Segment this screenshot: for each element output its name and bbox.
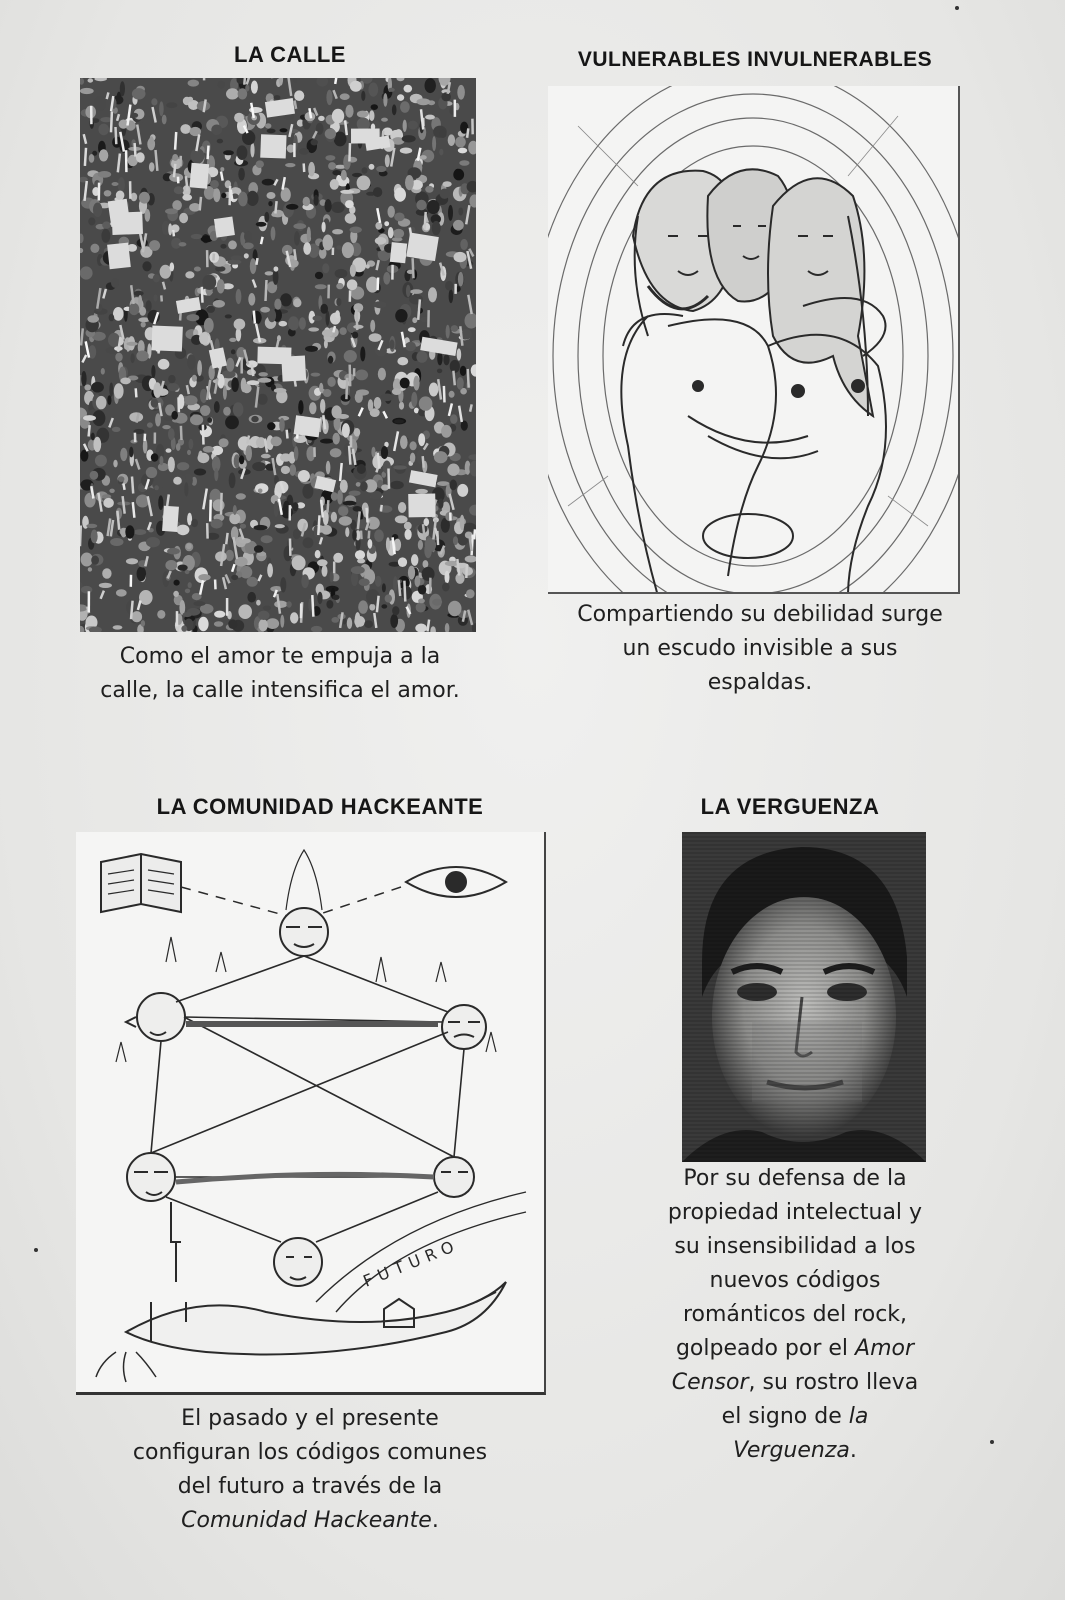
caption-text: el signo de [721, 1404, 849, 1429]
heading-vulnerables-invulnerables: VULNERABLES INVULNERABLES [577, 48, 933, 71]
hackeante-sketch [76, 832, 544, 1392]
caption-line: románticos del rock, [682, 1302, 908, 1327]
heading-comunidad-hackeante: LA COMUNIDAD HACKEANTE [156, 794, 484, 819]
caption-text: , su rostro lleva [748, 1370, 919, 1395]
caption-line: configuran los códigos comunes [132, 1440, 488, 1465]
caption-vulnerables [520, 598, 1000, 700]
caption-line: espaldas. [707, 670, 813, 695]
embrace-drawing [548, 86, 960, 594]
caption-italic: Comunidad Hackeante [181, 1508, 432, 1533]
caption-line: Como el amor te empuja a la [119, 644, 441, 669]
caption-italic: Censor [671, 1370, 749, 1395]
hackeante-drawing [76, 832, 546, 1395]
caption-line: un escudo invisible a sus [622, 636, 898, 661]
caption-line [600, 1366, 990, 1400]
caption-line: Por su defensa de la [683, 1166, 907, 1191]
portrait-drawing [682, 832, 926, 1162]
caption-text: golpeado por el [675, 1336, 856, 1361]
caption-italic: Verguenza [733, 1438, 850, 1463]
crowd-photo [80, 78, 476, 632]
crowd-photo-drawing [80, 78, 476, 632]
caption-line [60, 1504, 560, 1538]
heading-la-calle: LA CALLE [234, 42, 346, 67]
caption-line [600, 1400, 990, 1434]
caption-line: El pasado y el presente [181, 1406, 439, 1431]
caption-line [600, 1434, 990, 1468]
embrace-sketch [548, 86, 958, 592]
futuro-label: FUTURO [360, 1234, 463, 1291]
caption-line: calle, la calle intensifica el amor. [100, 678, 460, 703]
paper-speck [990, 1440, 994, 1444]
caption-line: propiedad intelectual y [667, 1200, 923, 1225]
caption-text: . [849, 1438, 857, 1463]
heading-la-verguenza: LA VERGUENZA [700, 794, 880, 819]
caption-verguenza [600, 1162, 990, 1468]
caption-line: Compartiendo su debilidad surge [577, 602, 943, 627]
caption-la-calle [40, 640, 520, 708]
caption-italic: la [848, 1404, 869, 1429]
caption-line: del futuro a través de la [177, 1474, 443, 1499]
caption-period: . [431, 1508, 439, 1533]
caption-line [600, 1332, 990, 1366]
paper-speck [34, 1248, 38, 1252]
paper-speck [955, 6, 959, 10]
caption-line: su insensibilidad a los [674, 1234, 916, 1259]
caption-italic: Amor [855, 1336, 915, 1361]
caption-line: nuevos códigos [709, 1268, 881, 1293]
caption-comunidad [60, 1402, 560, 1538]
portrait-photo [682, 832, 926, 1162]
